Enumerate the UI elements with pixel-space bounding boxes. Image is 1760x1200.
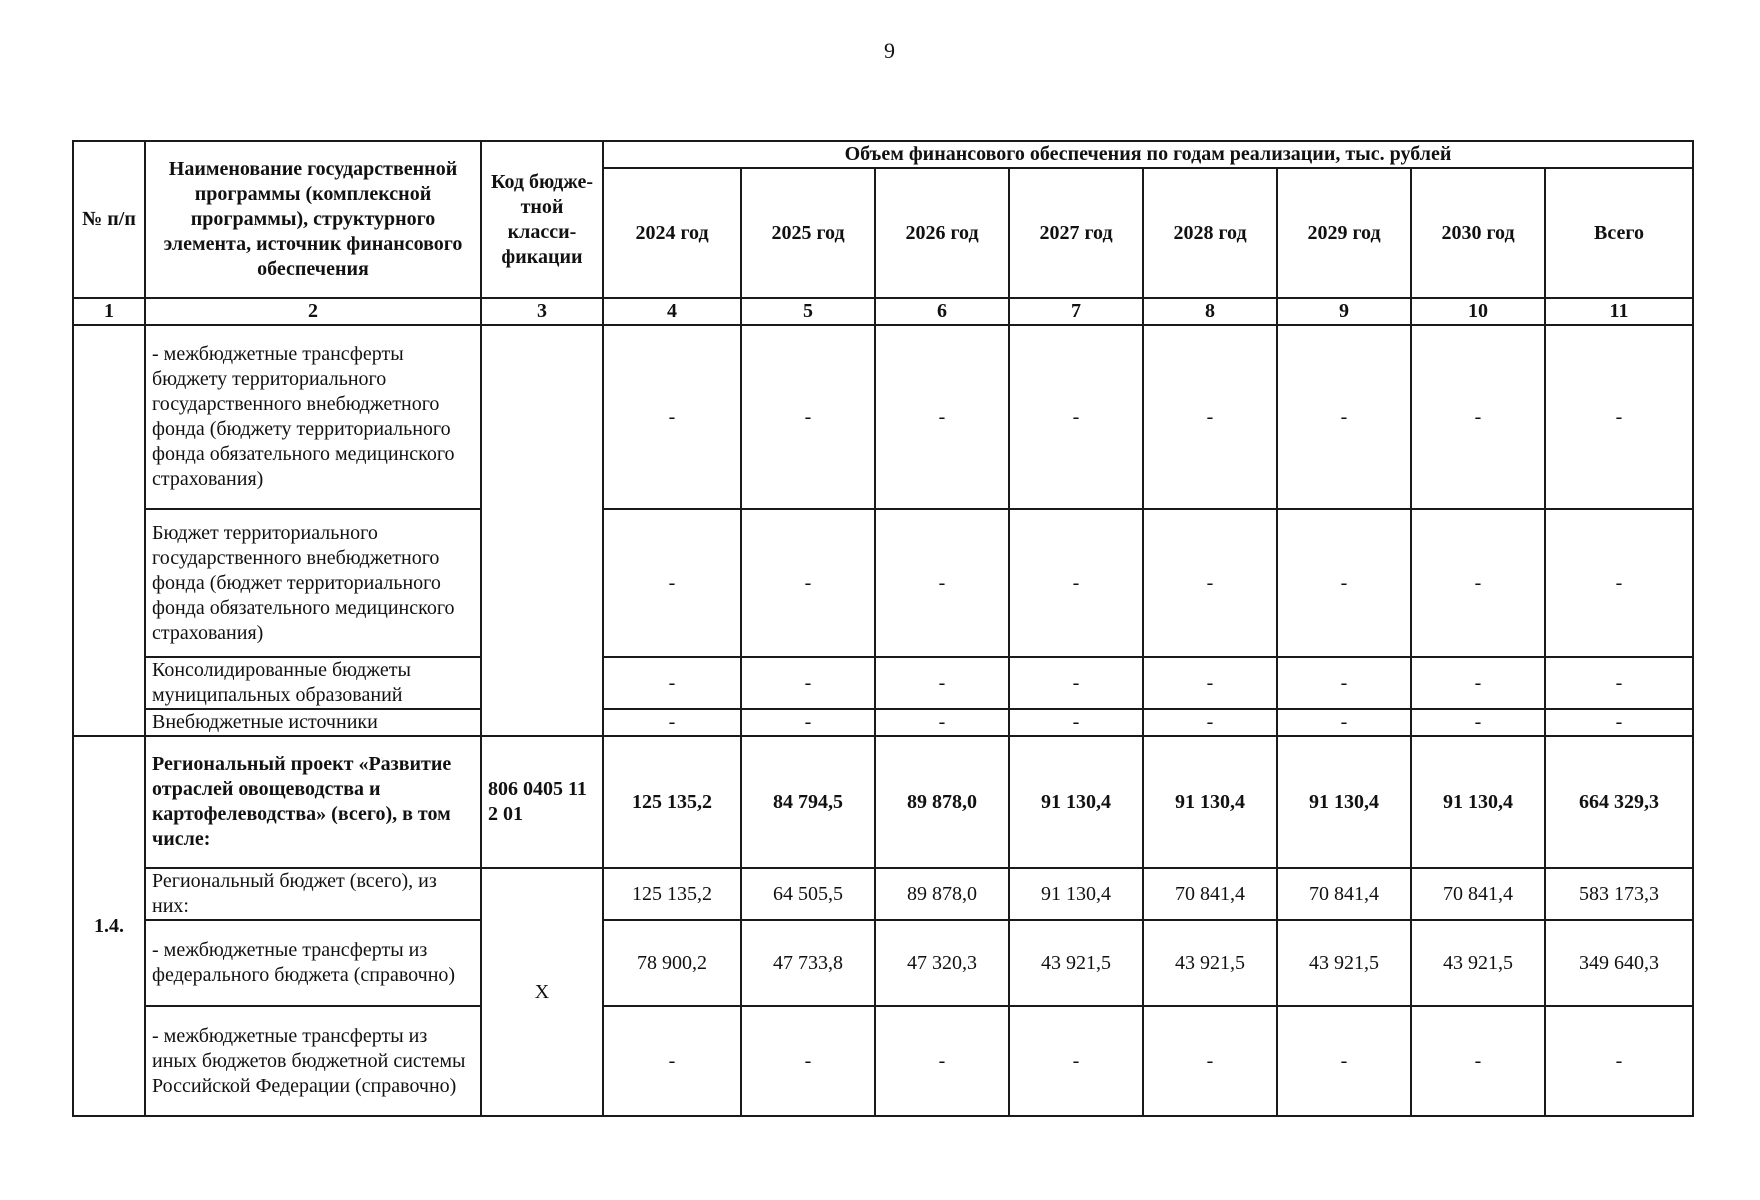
value-cell: - — [875, 1006, 1009, 1116]
value-cell: - — [1277, 709, 1411, 736]
column-number: 3 — [481, 298, 603, 325]
value-cell: 70 841,4 — [1143, 868, 1277, 920]
value-cell: - — [1277, 509, 1411, 657]
value-cell: - — [1545, 325, 1693, 509]
column-number: 7 — [1009, 298, 1143, 325]
row-code-cell — [481, 325, 603, 736]
value-cell: 349 640,3 — [1545, 920, 1693, 1006]
value-cell: - — [1411, 1006, 1545, 1116]
value-cell: - — [1143, 709, 1277, 736]
value-cell: 91 130,4 — [1009, 736, 1143, 868]
header-year: 2029 год — [1277, 168, 1411, 298]
value-cell: - — [741, 657, 875, 709]
table-row — [73, 325, 1693, 509]
header-group-title: Объем финансового обеспечения по годам реализации, тыс. рублей — [603, 141, 1693, 168]
row-name: - межбюджетные трансферты бюджету территориального государственного внебюджетного фонда (бюджету территориального фонда обязательного медицинского страхования) — [145, 325, 481, 509]
value-cell: - — [1545, 657, 1693, 709]
column-number: 11 — [1545, 298, 1693, 325]
value-cell: - — [1411, 325, 1545, 509]
header-year: 2026 год — [875, 168, 1009, 298]
value-cell: - — [1411, 509, 1545, 657]
row-code: X — [481, 868, 603, 1116]
value-cell: - — [603, 709, 741, 736]
value-cell: - — [741, 325, 875, 509]
value-cell: - — [875, 709, 1009, 736]
value-cell: 47 320,3 — [875, 920, 1009, 1006]
page-number-text: 9 — [884, 38, 895, 63]
value-cell: - — [1143, 325, 1277, 509]
table-row-project — [73, 736, 1693, 868]
value-cell: - — [1143, 509, 1277, 657]
value-cell: 91 130,4 — [1411, 736, 1545, 868]
header-year: 2024 год — [603, 168, 741, 298]
table-row — [73, 1006, 1693, 1116]
row-name: - межбюджетные трансферты из федерального бюджета (справочно) — [145, 920, 481, 1006]
row-name: Региональный проект «Развитие отраслей овощеводства и картофелеводства» (всего), в том числе: — [145, 736, 481, 868]
row-number-cell — [73, 325, 145, 736]
column-number: 10 — [1411, 298, 1545, 325]
header-year: 2027 год — [1009, 168, 1143, 298]
value-cell: 78 900,2 — [603, 920, 741, 1006]
value-cell: 125 135,2 — [603, 736, 741, 868]
value-cell: 89 878,0 — [875, 868, 1009, 920]
column-number: 1 — [73, 298, 145, 325]
row-name: Региональный бюджет (всего), из них: — [145, 868, 481, 920]
value-cell: 64 505,5 — [741, 868, 875, 920]
value-cell: 43 921,5 — [1009, 920, 1143, 1006]
header-year: 2028 год — [1143, 168, 1277, 298]
column-number: 9 — [1277, 298, 1411, 325]
value-cell: - — [1009, 509, 1143, 657]
value-cell: 84 794,5 — [741, 736, 875, 868]
value-cell: 70 841,4 — [1411, 868, 1545, 920]
column-number: 2 — [145, 298, 481, 325]
value-cell: 664 329,3 — [1545, 736, 1693, 868]
value-cell: - — [1277, 325, 1411, 509]
table-row — [73, 920, 1693, 1006]
financing-table — [72, 140, 1694, 1117]
value-cell: 47 733,8 — [741, 920, 875, 1006]
value-cell: 91 130,4 — [1009, 868, 1143, 920]
value-cell: 43 921,5 — [1277, 920, 1411, 1006]
header-year: 2030 год — [1411, 168, 1545, 298]
value-cell: - — [1009, 325, 1143, 509]
value-cell: 89 878,0 — [875, 736, 1009, 868]
value-cell: - — [1009, 709, 1143, 736]
value-cell: - — [741, 1006, 875, 1116]
value-cell: - — [603, 325, 741, 509]
header-total: Всего — [1545, 168, 1693, 298]
column-number: 4 — [603, 298, 741, 325]
header-num: № п/п — [73, 141, 145, 298]
value-cell: 125 135,2 — [603, 868, 741, 920]
header-row-1 — [73, 141, 1693, 168]
row-name: Бюджет территориального государственного внебюджетного фонда (бюджет территориального фонда обязательного медицинского страхования) — [145, 509, 481, 657]
row-name: Внебюджетные источники — [145, 709, 481, 736]
value-cell: 43 921,5 — [1143, 920, 1277, 1006]
value-cell: - — [1411, 709, 1545, 736]
column-number: 5 — [741, 298, 875, 325]
value-cell: - — [1009, 1006, 1143, 1116]
value-cell: - — [875, 325, 1009, 509]
value-cell: - — [1009, 657, 1143, 709]
value-cell: - — [603, 1006, 741, 1116]
header-year: 2025 год — [741, 168, 875, 298]
column-number: 6 — [875, 298, 1009, 325]
value-cell: - — [1411, 657, 1545, 709]
table-row — [73, 709, 1693, 736]
value-cell: 583 173,3 — [1545, 868, 1693, 920]
row-number: 1.4. — [73, 736, 145, 1116]
row-name: Консолидированные бюджеты муниципальных образований — [145, 657, 481, 709]
table-row — [73, 868, 1693, 920]
row-code: 806 0405 11 2 01 — [481, 736, 603, 868]
table-row — [73, 509, 1693, 657]
value-cell: 91 130,4 — [1143, 736, 1277, 868]
value-cell: - — [603, 509, 741, 657]
value-cell: - — [1277, 1006, 1411, 1116]
column-number-row — [73, 298, 1693, 325]
value-cell: - — [875, 657, 1009, 709]
value-cell: - — [1545, 509, 1693, 657]
value-cell: 70 841,4 — [1277, 868, 1411, 920]
value-cell: - — [603, 657, 741, 709]
value-cell: - — [741, 709, 875, 736]
value-cell: - — [875, 509, 1009, 657]
row-name: - межбюджетные трансферты из иных бюджетов бюджетной системы Российской Федерации (справочно) — [145, 1006, 481, 1116]
value-cell: - — [1143, 1006, 1277, 1116]
value-cell: 91 130,4 — [1277, 736, 1411, 868]
table-row — [73, 657, 1693, 709]
value-cell: - — [1545, 709, 1693, 736]
value-cell: - — [1277, 657, 1411, 709]
value-cell: 43 921,5 — [1411, 920, 1545, 1006]
header-name: Наименование государственной программы (комплексной программы), структурного элемента, источник финансового обеспечения — [145, 141, 481, 298]
column-number: 8 — [1143, 298, 1277, 325]
header-code: Код бюдже-тной класси-фикации — [481, 141, 603, 298]
value-cell: - — [1143, 657, 1277, 709]
value-cell: - — [741, 509, 875, 657]
value-cell: - — [1545, 1006, 1693, 1116]
